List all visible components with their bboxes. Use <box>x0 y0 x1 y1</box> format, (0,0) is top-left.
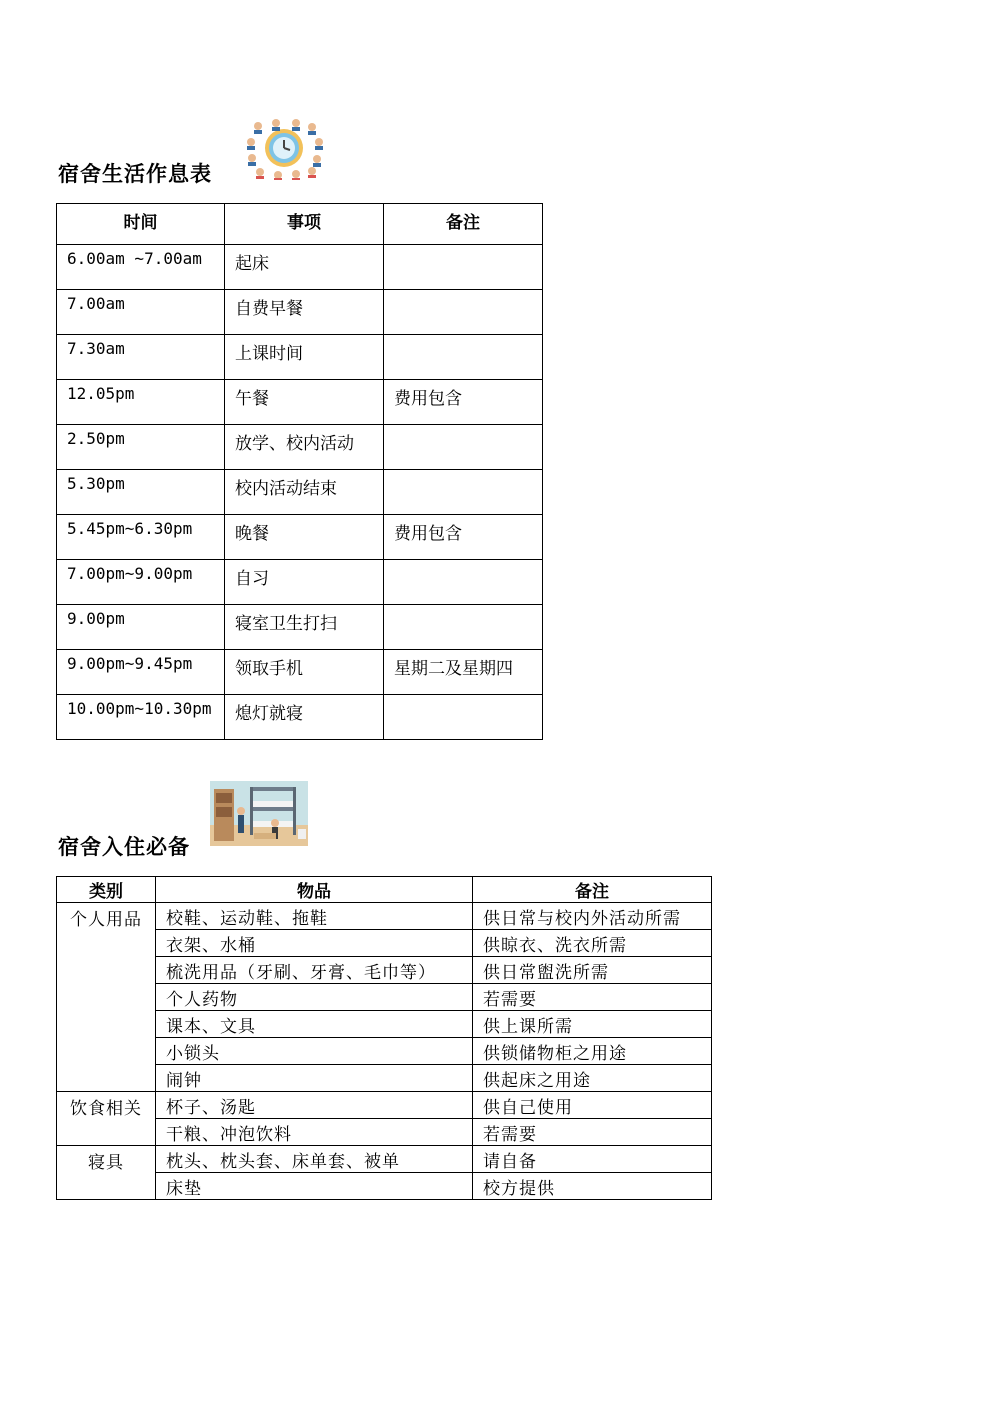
note-cell: 供日常与校内外活动所需 <box>473 903 712 930</box>
item-cell: 熄灯就寝 <box>225 695 384 740</box>
header-note: 备注 <box>473 877 712 903</box>
time-cell: 9.00pm~9.45pm <box>57 650 225 695</box>
time-cell: 12.05pm <box>57 380 225 425</box>
time-cell: 7.00pm~9.00pm <box>57 560 225 605</box>
table-row <box>57 335 543 380</box>
note-cell: 校方提供 <box>473 1173 712 1200</box>
table-row <box>57 1092 712 1119</box>
item-cell: 校鞋、运动鞋、拖鞋 <box>156 903 473 930</box>
note-cell: 供锁储物柜之用途 <box>473 1038 712 1065</box>
clock-illustration <box>242 118 328 180</box>
item-cell: 晚餐 <box>225 515 384 560</box>
table-header-row <box>57 204 543 245</box>
item-cell: 寝室卫生打扫 <box>225 605 384 650</box>
table-row <box>57 560 543 605</box>
header-note: 备注 <box>384 204 543 245</box>
item-cell: 自费早餐 <box>225 290 384 335</box>
note-cell <box>384 605 543 650</box>
note-cell <box>384 335 543 380</box>
time-cell: 5.45pm~6.30pm <box>57 515 225 560</box>
checklist-table <box>56 876 712 1200</box>
item-cell: 课本、文具 <box>156 1011 473 1038</box>
table-row <box>57 957 712 984</box>
item-cell: 自习 <box>225 560 384 605</box>
table-row <box>57 245 543 290</box>
note-cell <box>384 425 543 470</box>
note-cell <box>384 470 543 515</box>
note-cell: 费用包含 <box>384 380 543 425</box>
header-category: 类别 <box>57 877 156 903</box>
item-cell: 上课时间 <box>225 335 384 380</box>
note-cell: 星期二及星期四 <box>384 650 543 695</box>
time-cell: 2.50pm <box>57 425 225 470</box>
table-row <box>57 903 712 930</box>
category-cell: 个人用品 <box>57 903 156 1092</box>
header-item: 事项 <box>225 204 384 245</box>
note-cell <box>384 245 543 290</box>
table-row <box>57 1038 712 1065</box>
note-cell: 请自备 <box>473 1146 712 1173</box>
table-row <box>57 1146 712 1173</box>
item-cell: 枕头、枕头套、床单套、被单 <box>156 1146 473 1173</box>
category-cell: 饮食相关 <box>57 1092 156 1146</box>
time-cell: 9.00pm <box>57 605 225 650</box>
time-cell: 5.30pm <box>57 470 225 515</box>
item-cell: 领取手机 <box>225 650 384 695</box>
note-cell: 供日常盥洗所需 <box>473 957 712 984</box>
item-cell: 床垫 <box>156 1173 473 1200</box>
item-cell: 午餐 <box>225 380 384 425</box>
table-row <box>57 425 543 470</box>
table-row <box>57 290 543 335</box>
time-cell: 7.00am <box>57 290 225 335</box>
item-cell: 杯子、汤匙 <box>156 1092 473 1119</box>
table-row <box>57 1173 712 1200</box>
table-header-row <box>57 877 712 903</box>
item-cell: 闹钟 <box>156 1065 473 1092</box>
note-cell: 若需要 <box>473 984 712 1011</box>
item-cell: 干粮、冲泡饮料 <box>156 1119 473 1146</box>
time-cell: 7.30am <box>57 335 225 380</box>
table-row <box>57 984 712 1011</box>
note-cell: 供起床之用途 <box>473 1065 712 1092</box>
item-cell: 梳洗用品（牙刷、牙膏、毛巾等） <box>156 957 473 984</box>
header-item: 物品 <box>156 877 473 903</box>
item-cell: 小锁头 <box>156 1038 473 1065</box>
note-cell <box>384 290 543 335</box>
item-cell: 校内活动结束 <box>225 470 384 515</box>
table-row <box>57 650 543 695</box>
note-cell: 费用包含 <box>384 515 543 560</box>
note-cell: 供上课所需 <box>473 1011 712 1038</box>
table-row <box>57 515 543 560</box>
note-cell: 供自己使用 <box>473 1092 712 1119</box>
item-cell: 放学、校内活动 <box>225 425 384 470</box>
schedule-table <box>56 203 543 740</box>
header-time: 时间 <box>57 204 225 245</box>
table-row <box>57 930 712 957</box>
note-cell <box>384 695 543 740</box>
time-cell: 6.00am ~7.00am <box>57 245 225 290</box>
table-row <box>57 695 543 740</box>
table-row <box>57 470 543 515</box>
schedule-title: 宿舍生活作息表 <box>58 161 212 186</box>
category-cell: 寝具 <box>57 1146 156 1200</box>
item-cell: 个人药物 <box>156 984 473 1011</box>
item-cell: 起床 <box>225 245 384 290</box>
time-cell: 10.00pm~10.30pm <box>57 695 225 740</box>
item-cell: 衣架、水桶 <box>156 930 473 957</box>
note-cell: 若需要 <box>473 1119 712 1146</box>
dormitory-illustration <box>210 781 308 846</box>
note-cell <box>384 560 543 605</box>
table-row <box>57 1011 712 1038</box>
table-row <box>57 380 543 425</box>
note-cell: 供晾衣、洗衣所需 <box>473 930 712 957</box>
checklist-title: 宿舍入住必备 <box>58 834 190 859</box>
table-row <box>57 1065 712 1092</box>
table-row <box>57 1119 712 1146</box>
table-row <box>57 605 543 650</box>
